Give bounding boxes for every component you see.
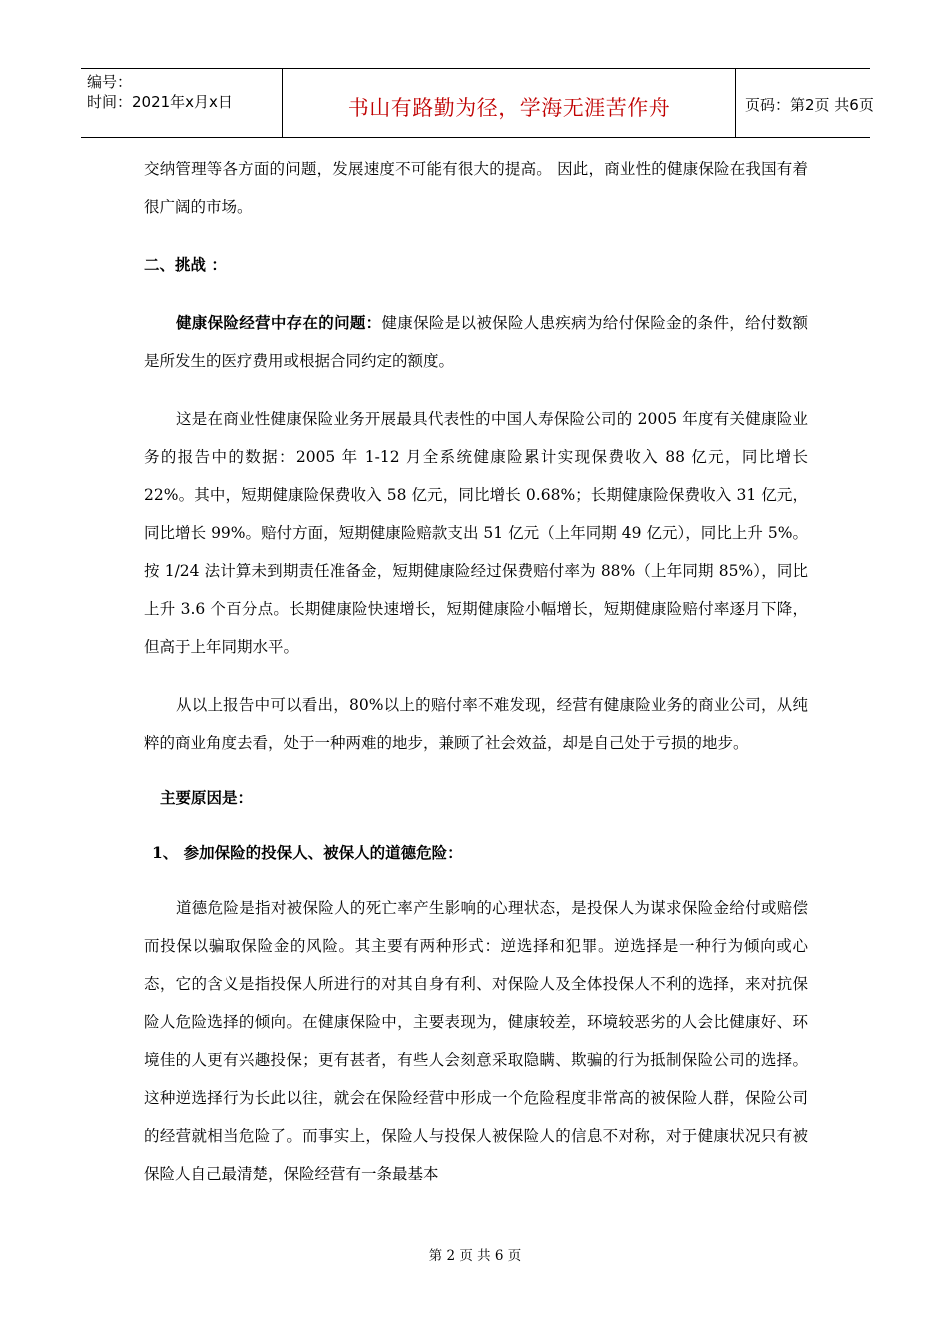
section-heading-challenge: 二、挑战 ： (144, 255, 227, 274)
header-page-code: 页码：第2页 共6页 (745, 96, 874, 114)
page-footer: 第 2 页 共 6 页 (428, 1248, 522, 1264)
section-heading-reasons: 主要原因是： (160, 788, 254, 807)
paragraph-problems (144, 304, 808, 380)
paragraph-moral-hazard: 道德危险是指对被保险人的死亡率产生影响的心理状态，是投保人为谋求保险金给付或赔偿而投保以骗取保险金的风险。其主要有两种形式：逆选择和犯罪。逆选择是一种行为倾向或心态，它的含义是指投保人所进行的对其自身有利、对保险人及全体投保人不利的选择，来对抗保险人危险选择的倾向。在健康保险中，主要表现为，健康较差，环境较恶劣的人会比健康好、环境佳的人更有兴趣投保；更有甚者，有些人会刻意采取隐瞒、欺骗的行为抵制保险公司的选择。这种逆选择行为长此以往，就会在保险经营中形成一个危险程度非常高的被保险人群，保险公司的经营就相当危险了。而事实上，保险人与投保人被保险人的信息不对称，对于健康状况只有被保险人自己最清楚，保险经营有一条最基本 (144, 899, 808, 1183)
header-page-cell (736, 69, 874, 137)
list-item-moral-hazard: 1、 参加保险的投保人、被保人的道德危险： (152, 843, 463, 862)
paragraph-intro: 交纳管理等各方面的问题，发展速度不可能有很大的提高。 因此，商业性的健康保险在我国有着很广阔的市场。 (144, 160, 808, 216)
paragraph-report-data: 这是在商业性健康保险业务开展最具代表性的中国人寿保险公司的 2005 年度有关健康险业务的报告中的数据：2005 年 1-12 月全系统健康险累计实现保费收入 88 亿元，同比增长 22%。其中，短期健康险保费收入 58 亿元，同比增长 0.68%；长期健康险保费收入 31 亿元，同比增长 99%。赔付方面，短期健康险赔款支出 51 亿元（上年同期 49 亿元），同比上升 5%。按 1/24 法计算未到期责任准备金，短期健康险经过保费赔付率为 88%（上年同期 85%），同比上升 3.6 个百分点。长期健康险快速增长，短期健康险小幅增长，短期健康险赔付率逐月下降，但高于上年同期水平。 (144, 410, 808, 656)
paragraph-problems-text: 健康保险是以被保险人患疾病为给付保险金的条件，给付数额是所发生的医疗费用或根据合同约定的额度。 (144, 314, 808, 370)
paragraph-conclusion: 从以上报告中可以看出，80%以上的赔付率不难发现，经营有健康险业务的商业公司，从纯粹的商业角度去看，处于一种两难的地步，兼顾了社会效益，却是自己处于亏损的地步。 (144, 696, 808, 752)
header-motto: 书山有路勤为径，学海无涯苦作舟 (347, 96, 671, 120)
header-info-cell (81, 69, 282, 137)
header-motto-cell (282, 69, 736, 137)
page-header (81, 68, 874, 138)
document-date: 时间：2021年x月x日 (87, 93, 233, 111)
paragraph-problems-lead: 健康保险经营中存在的问题： (176, 313, 382, 332)
document-number-label: 编号： (87, 73, 133, 91)
document-body (144, 150, 808, 1193)
